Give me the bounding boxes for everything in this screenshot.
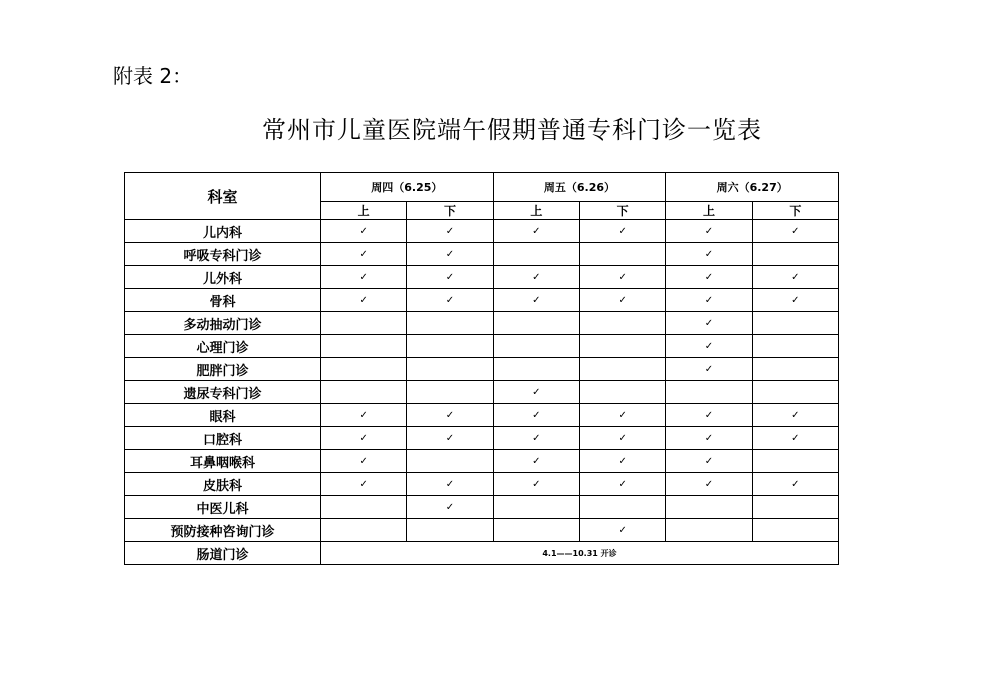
check-mark-icon: ✓ <box>666 473 752 496</box>
empty-cell <box>752 358 838 381</box>
empty-cell <box>493 312 579 335</box>
check-mark-icon: ✓ <box>752 473 838 496</box>
empty-cell <box>752 519 838 542</box>
check-mark-icon: ✓ <box>666 450 752 473</box>
check-mark-icon: ✓ <box>666 289 752 312</box>
dept-header: 科室 <box>125 173 321 220</box>
empty-cell <box>407 312 493 335</box>
check-mark-icon: ✓ <box>407 243 493 266</box>
empty-cell <box>493 243 579 266</box>
table-row <box>125 404 839 427</box>
empty-cell <box>321 335 407 358</box>
check-mark-icon: ✓ <box>666 220 752 243</box>
empty-cell <box>579 335 665 358</box>
day-header-fri: 周五（6.26） <box>493 173 666 202</box>
table-row <box>125 542 839 565</box>
table-row <box>125 450 839 473</box>
check-mark-icon: ✓ <box>579 266 665 289</box>
dept-name: 眼科 <box>125 404 321 427</box>
table-row <box>125 381 839 404</box>
day-header-sat: 周六（6.27） <box>666 173 839 202</box>
table-row <box>125 358 839 381</box>
table-row <box>125 266 839 289</box>
half-header: 下 <box>752 202 838 220</box>
check-mark-icon: ✓ <box>752 427 838 450</box>
check-mark-icon: ✓ <box>321 427 407 450</box>
check-mark-icon: ✓ <box>666 335 752 358</box>
dept-name: 肥胖门诊 <box>125 358 321 381</box>
check-mark-icon: ✓ <box>321 404 407 427</box>
dept-name: 耳鼻咽喉科 <box>125 450 321 473</box>
empty-cell <box>493 519 579 542</box>
table-row <box>125 243 839 266</box>
empty-cell <box>752 496 838 519</box>
empty-cell <box>407 381 493 404</box>
empty-cell <box>493 358 579 381</box>
check-mark-icon: ✓ <box>407 266 493 289</box>
empty-cell <box>321 519 407 542</box>
check-mark-icon: ✓ <box>752 404 838 427</box>
empty-cell <box>407 358 493 381</box>
check-mark-icon: ✓ <box>493 404 579 427</box>
check-mark-icon: ✓ <box>579 450 665 473</box>
check-mark-icon: ✓ <box>493 220 579 243</box>
check-mark-icon: ✓ <box>579 519 665 542</box>
empty-cell <box>321 381 407 404</box>
check-mark-icon: ✓ <box>321 243 407 266</box>
dept-name: 口腔科 <box>125 427 321 450</box>
dept-name: 心理门诊 <box>125 335 321 358</box>
appendix-label: 附表 2： <box>113 64 193 88</box>
empty-cell <box>407 335 493 358</box>
empty-cell <box>579 496 665 519</box>
table-row <box>125 335 839 358</box>
check-mark-icon: ✓ <box>579 404 665 427</box>
table-row <box>125 220 839 243</box>
check-mark-icon: ✓ <box>493 381 579 404</box>
table-row <box>125 519 839 542</box>
empty-cell <box>752 312 838 335</box>
empty-cell <box>321 496 407 519</box>
half-header: 上 <box>493 202 579 220</box>
check-mark-icon: ✓ <box>493 427 579 450</box>
half-header: 上 <box>666 202 752 220</box>
empty-cell <box>579 358 665 381</box>
empty-cell <box>493 496 579 519</box>
check-mark-icon: ✓ <box>407 473 493 496</box>
empty-cell <box>321 312 407 335</box>
dept-name: 儿外科 <box>125 266 321 289</box>
day-header-thu: 周四（6.25） <box>321 173 494 202</box>
check-mark-icon: ✓ <box>407 496 493 519</box>
empty-cell <box>407 450 493 473</box>
check-mark-icon: ✓ <box>407 289 493 312</box>
table-row <box>125 289 839 312</box>
empty-cell <box>579 243 665 266</box>
dept-name: 肠道门诊 <box>125 542 321 565</box>
page-title: 常州市儿童医院端午假期普通专科门诊一览表 <box>262 116 762 144</box>
check-mark-icon: ✓ <box>321 266 407 289</box>
check-mark-icon: ✓ <box>579 473 665 496</box>
half-header: 下 <box>407 202 493 220</box>
check-mark-icon: ✓ <box>493 473 579 496</box>
table-row <box>125 427 839 450</box>
check-mark-icon: ✓ <box>407 220 493 243</box>
check-mark-icon: ✓ <box>407 404 493 427</box>
empty-cell <box>752 450 838 473</box>
dept-name: 骨科 <box>125 289 321 312</box>
check-mark-icon: ✓ <box>321 289 407 312</box>
dept-name: 中医儿科 <box>125 496 321 519</box>
check-mark-icon: ✓ <box>493 266 579 289</box>
empty-cell <box>752 381 838 404</box>
check-mark-icon: ✓ <box>321 473 407 496</box>
check-mark-icon: ✓ <box>666 243 752 266</box>
table-row <box>125 496 839 519</box>
dept-name: 预防接种咨询门诊 <box>125 519 321 542</box>
empty-cell <box>666 381 752 404</box>
empty-cell <box>752 335 838 358</box>
empty-cell <box>666 496 752 519</box>
table-row <box>125 473 839 496</box>
check-mark-icon: ✓ <box>752 220 838 243</box>
empty-cell <box>321 358 407 381</box>
empty-cell <box>493 335 579 358</box>
check-mark-icon: ✓ <box>666 427 752 450</box>
check-mark-icon: ✓ <box>666 404 752 427</box>
empty-cell <box>666 519 752 542</box>
check-mark-icon: ✓ <box>407 427 493 450</box>
check-mark-icon: ✓ <box>579 427 665 450</box>
dept-name: 皮肤科 <box>125 473 321 496</box>
empty-cell <box>752 243 838 266</box>
check-mark-icon: ✓ <box>579 289 665 312</box>
check-mark-icon: ✓ <box>752 289 838 312</box>
empty-cell <box>579 381 665 404</box>
half-header: 上 <box>321 202 407 220</box>
check-mark-icon: ✓ <box>666 312 752 335</box>
dept-name: 多动抽动门诊 <box>125 312 321 335</box>
empty-cell <box>407 519 493 542</box>
check-mark-icon: ✓ <box>666 266 752 289</box>
table-row <box>125 312 839 335</box>
check-mark-icon: ✓ <box>579 220 665 243</box>
check-mark-icon: ✓ <box>666 358 752 381</box>
check-mark-icon: ✓ <box>752 266 838 289</box>
dept-name: 儿内科 <box>125 220 321 243</box>
check-mark-icon: ✓ <box>321 220 407 243</box>
row-note: 4.1——10.31 开诊 <box>321 542 839 565</box>
dept-name: 呼吸专科门诊 <box>125 243 321 266</box>
empty-cell <box>579 312 665 335</box>
check-mark-icon: ✓ <box>321 450 407 473</box>
half-header: 下 <box>579 202 665 220</box>
check-mark-icon: ✓ <box>493 289 579 312</box>
schedule-table <box>124 172 839 565</box>
dept-name: 遗尿专科门诊 <box>125 381 321 404</box>
check-mark-icon: ✓ <box>493 450 579 473</box>
